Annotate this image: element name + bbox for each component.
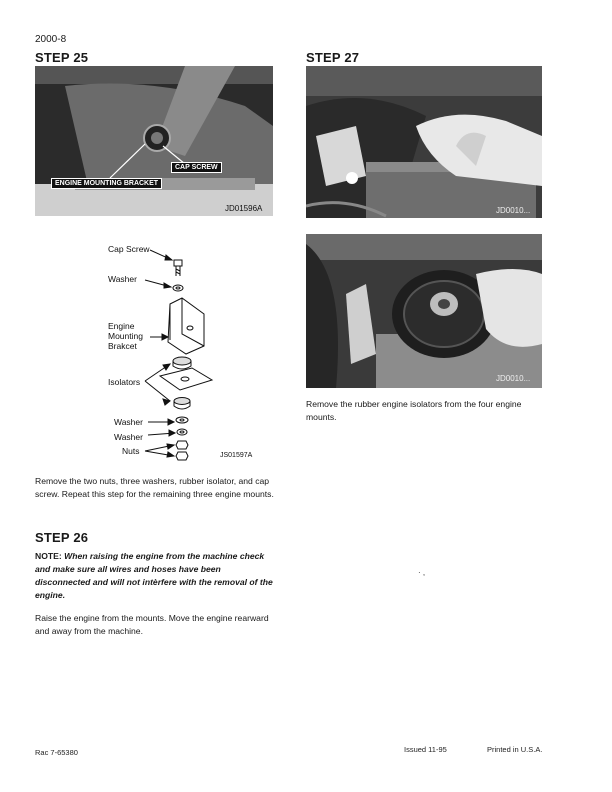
exploded-mount-diagram — [100, 236, 275, 464]
stray-mark: · , — [418, 568, 426, 577]
step-26-note — [35, 550, 275, 602]
photo2-image-id: JD0010... — [496, 206, 531, 215]
note-label: NOTE: — [35, 551, 62, 561]
label-nuts: Nuts — [122, 446, 140, 456]
footer-printed: Printed in U.S.A. — [487, 745, 543, 754]
footer-doc-number: Rac 7-65380 — [35, 748, 78, 757]
callout-cap-screw: CAP SCREW — [171, 162, 222, 173]
label-bracket: Brakcet — [108, 341, 137, 351]
diagram-image-id: JS01597A — [220, 452, 253, 459]
label-cap-screw: Cap Screw — [108, 244, 150, 254]
step-26-title: STEP 26 — [35, 530, 89, 545]
label-mounting: Mounting — [108, 331, 143, 341]
label-isolators: Isolators — [108, 377, 141, 387]
page-number: 2000-8 — [35, 34, 67, 45]
label-engine: Engine — [108, 321, 135, 331]
isolator-removal-photo-2 — [306, 234, 542, 388]
note-text: When raising the engine from the machine check and make sure all wires and hoses have been disconnected and will not intèrfere with the removal of the engine. — [35, 551, 273, 600]
step-25-text: Remove the two nuts, three washers, rubber isolator, and cap screw. Repeat this step for the remaining three engine mounts. — [35, 476, 274, 499]
engine-mount-photo — [35, 66, 273, 216]
label-washer-2: Washer — [114, 432, 143, 442]
photo3-image-id: JD0010... — [496, 374, 531, 383]
step-26-text: Raise the engine from the mounts. Move the engine rearward and away from the machine. — [35, 613, 269, 636]
label-washer-1: Washer — [114, 417, 143, 427]
callout-engine-mounting-bracket: ENGINE MOUNTING BRACKET — [51, 178, 162, 189]
step-27-text: Remove the rubber engine isolators from the four engine mounts. — [306, 399, 522, 422]
step-25-title: STEP 25 — [35, 50, 89, 65]
label-washer-top: Washer — [108, 274, 137, 284]
photo1-image-id: JD01596A — [225, 204, 263, 213]
isolator-removal-photo-1 — [306, 66, 542, 218]
footer-issued: Issued 11-95 — [404, 745, 447, 754]
step-27-title: STEP 27 — [306, 50, 360, 65]
